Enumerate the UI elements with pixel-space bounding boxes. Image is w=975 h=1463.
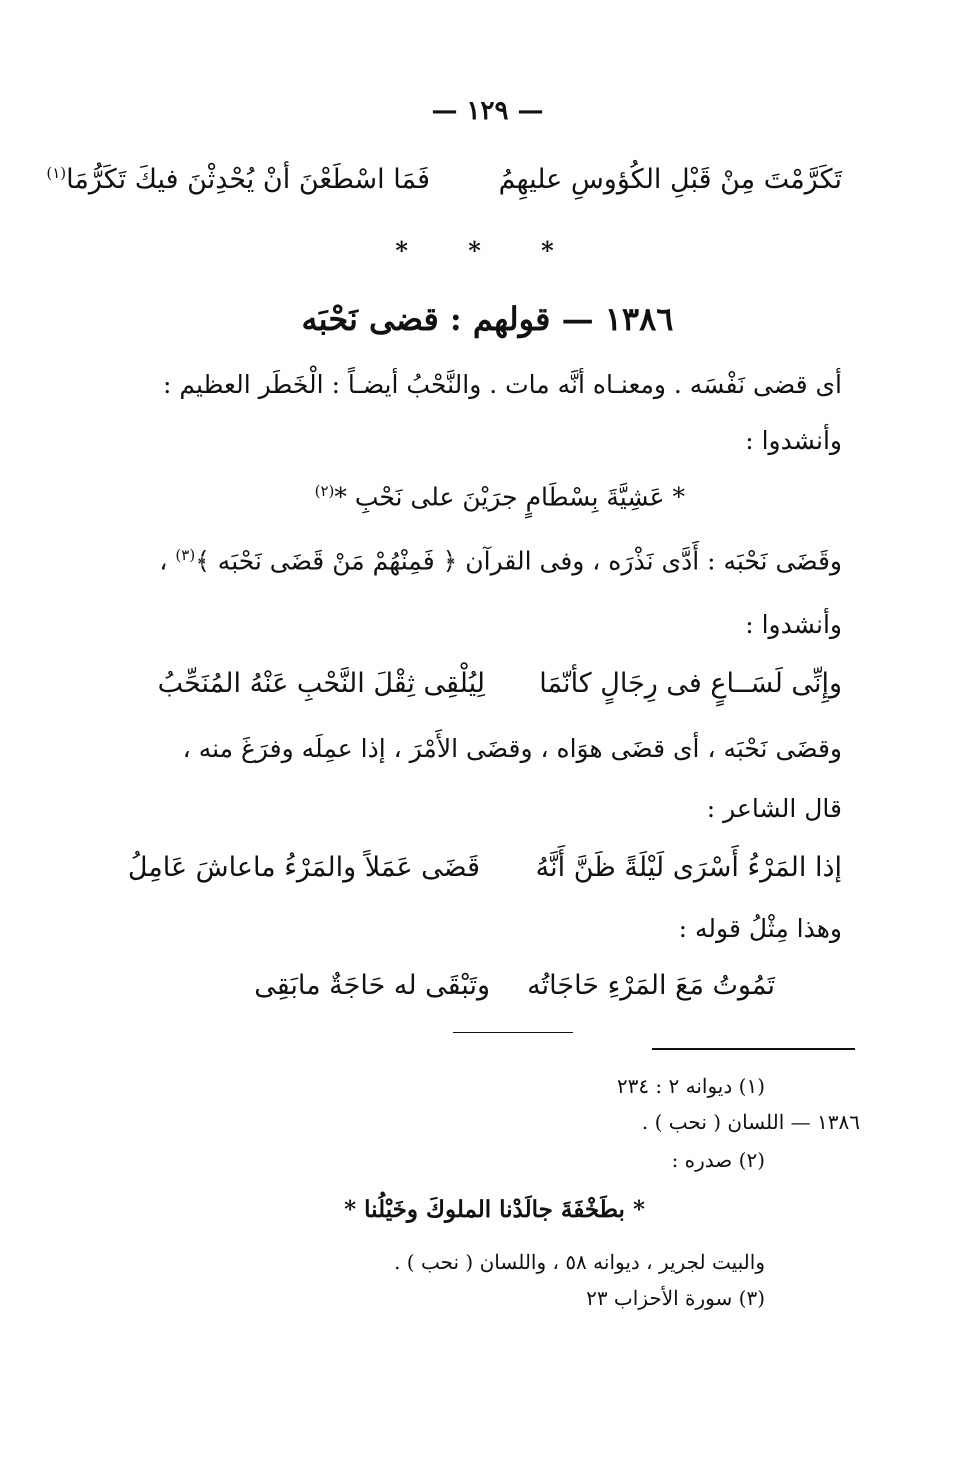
- verse-2-left-hemistich: لِيُلْقِى ثِقْلَ النَّحْبِ عَنْهُ المُنَحِّبُ: [157, 668, 485, 699]
- footnote-1: (١) ديوانه ٢ : ٢٣٤: [616, 1074, 765, 1098]
- body-line-4: وأنشدوا :: [745, 610, 842, 639]
- footnote-mark-2: (٢): [314, 482, 335, 500]
- body-line-3-end: ،: [159, 546, 168, 576]
- footnote-mark-3: (٣): [175, 546, 196, 564]
- verse-3-left-hemistich: قَضَى عَمَلاً والمَرْءُ ماعاشَ عَامِلُ: [127, 852, 480, 883]
- body-line-5: وقضَى نَحْبَه ، أى قضَى هوَاه ، وقضَى الأَمْرَ ، إذا عمِلَه وفرَغَ منه ،: [182, 734, 842, 763]
- footnote-3: (٣) سورة الأحزاب ٢٣: [586, 1286, 765, 1310]
- footnote-mark-1: (١): [46, 164, 67, 182]
- verse-2-right-hemistich: وإِنِّى لَسَــاعٍ فى رِجَالٍ كأنّمَا: [539, 668, 842, 699]
- entry-heading: ١٣٨٦ — قولهم : قضى نَحْبَه: [301, 300, 674, 338]
- verse-end-rule: [453, 1032, 573, 1033]
- verse-4-left-hemistich: وتَبْقَى له حَاجَةٌ مابَقِى: [254, 970, 490, 1001]
- footnote-2: (٢) صدره :: [671, 1148, 765, 1172]
- footnote-entry-source: ١٣٨٦ — اللسان ( نحب ) .: [641, 1110, 860, 1134]
- opening-verse-left-text: فَمَا اسْطَعْنَ أنْ يُحْدِثْنَ فيكَ تَكَرُّمَا: [66, 164, 430, 195]
- footnote-2-source: والبيت لجرير ، ديوانه ٥٨ ، واللسان ( نحب ) .: [394, 1250, 765, 1274]
- body-line-1: أى قضى نَفْسَه . ومعنـاه أنَّه مات . والنَّحْبُ أيضـاً : الْخَطَر العظيم :: [162, 370, 842, 399]
- quoted-hemistich-1: [315, 482, 685, 512]
- body-line-3-text: وقَضَى نَحْبَه : أَدَّى نَذْرَه ، وفى القرآن ﴿ فَمِنْهُمْ مَنْ قَضَى نَحْبَه ﴾: [195, 546, 842, 576]
- verse-3-right-hemistich: إذا المَرْءُ أَسْرَى لَيْلَةً ظَنَّ أَنَّهُ: [535, 852, 842, 883]
- footnote-separator: [652, 1048, 855, 1050]
- quoted-hemistich-1-text: * عَشِيَّةَ بِسْطَامٍ جرَيْنَ على نَحْبِ *: [334, 482, 685, 512]
- opening-verse-right-hemistich: تَكَرَّمْتَ مِنْ قَبْلِ الكُؤوسِ عليهِمُ: [498, 164, 842, 195]
- opening-verse-left-hemistich: [46, 164, 430, 195]
- body-line-3: [159, 546, 842, 576]
- verse-4-right-hemistich: تَمُوتُ مَعَ المَرْءِ حَاجَاتُه: [527, 970, 775, 1001]
- footnote-2-verse: * بطَخْفَةَ جالَدْنا الملوكَ وخَيْلُنا *: [344, 1196, 645, 1223]
- page-number: — ١٢٩ —: [431, 96, 544, 126]
- body-line-2: وأنشدوا :: [745, 426, 842, 455]
- body-line-7: وهذا مِثْلُ قوله :: [678, 914, 842, 943]
- body-line-6: قال الشاعر :: [706, 794, 842, 823]
- section-separator: * * *: [395, 236, 580, 265]
